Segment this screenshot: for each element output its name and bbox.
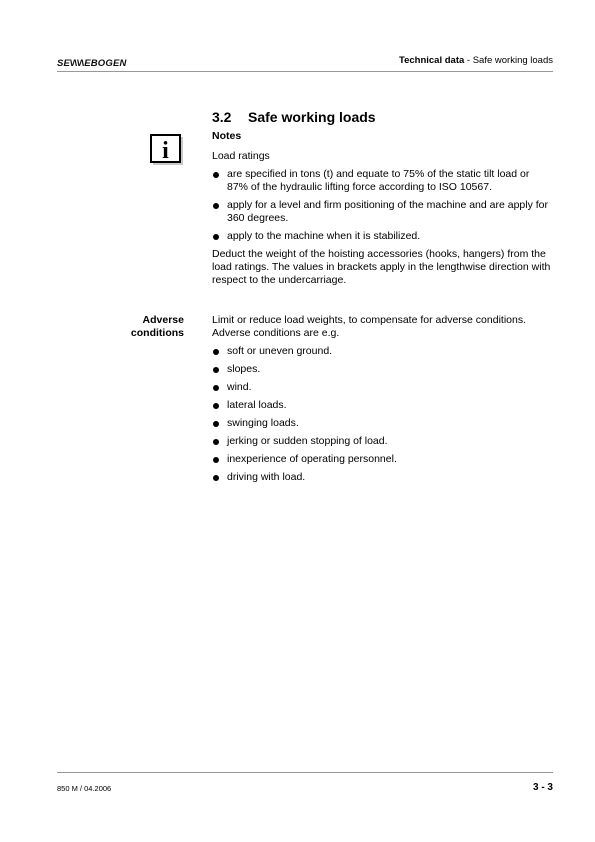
label-line: Adverse	[142, 314, 184, 326]
list-item: slopes.	[212, 363, 552, 376]
header-divider	[57, 71, 553, 72]
running-header	[399, 55, 553, 66]
notes-block	[212, 150, 552, 287]
adverse-block	[212, 314, 552, 489]
adverse-list	[212, 345, 552, 484]
notes-deduct-paragraph: Deduct the weight of the hoisting accessories (hooks, hangers) from the load ratings. The values in brackets apply in the lengthwise direction with respect to the undercarriage.	[212, 248, 551, 286]
list-item: jerking or sudden stopping of load.	[212, 435, 552, 448]
notes-list	[212, 168, 552, 243]
header-topic: - Safe working loads	[464, 55, 553, 66]
list-item: are specified in tons (t) and equate to 75% of the static tilt load or 87% of the hydraulic lifting force according to ISO 10567.	[212, 168, 552, 194]
section-heading: Safe working loads	[248, 109, 376, 125]
header-chapter: Technical data	[398, 55, 465, 66]
notes-heading: Notes	[212, 130, 242, 142]
list-item: driving with load.	[212, 471, 552, 484]
list-item: apply for a level and firm positioning of the machine and are apply for 360 degrees.	[212, 199, 552, 225]
list-item: swinging loads.	[212, 417, 552, 430]
section-title	[212, 109, 376, 125]
svg-text:i: i	[162, 138, 169, 164]
label-line: conditions	[130, 327, 184, 339]
info-icon	[150, 134, 184, 166]
footer-divider	[57, 772, 553, 773]
section-number: 3.2	[212, 109, 232, 125]
list-item: lateral loads.	[212, 399, 552, 412]
list-item: apply to the machine when it is stabilized.	[212, 230, 552, 243]
notes-intro: Load ratings	[212, 150, 270, 162]
list-item: soft or uneven ground.	[212, 345, 552, 358]
list-item: inexperience of operating personnel.	[212, 453, 552, 466]
company-logo: SENNEBOGEN	[57, 58, 127, 69]
page-number: 3 - 3	[532, 782, 553, 793]
footer-document-id: 850 M / 04.2006	[57, 784, 112, 793]
adverse-conditions-label	[131, 314, 184, 340]
adverse-intro: Limit or reduce load weights, to compensate for adverse conditions. Adverse conditions are e.g.	[212, 314, 527, 339]
list-item: wind.	[212, 381, 552, 394]
